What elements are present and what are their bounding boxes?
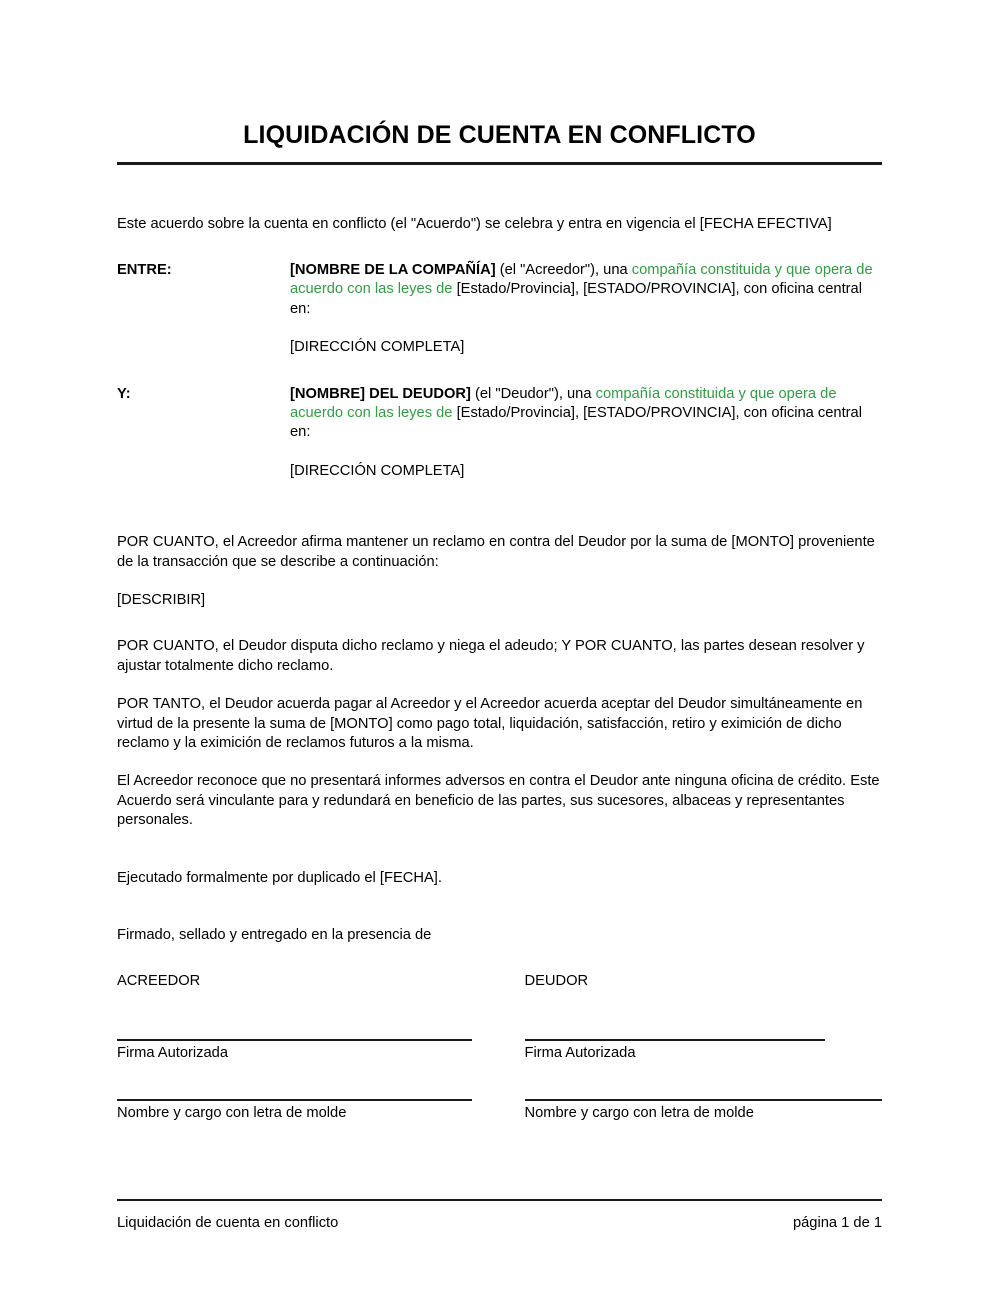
signature-heading-creditor: ACREEDOR [117,973,201,990]
footer-page-number: página 1 de 1 [792,1215,882,1231]
page-footer [117,1199,882,1233]
creditor-name-placeholder: [NOMBRE DE LA COMPAÑÍA] [290,261,496,278]
signature-caption-creditor: Firma Autorizada [117,1044,229,1061]
creditor-role-text: (el "Acreedor"), una [495,261,632,278]
spacer [525,992,883,1039]
debtor-address-placeholder: [DIRECCIÓN COMPLETA] [290,462,465,479]
spacer [117,945,882,972]
footer-document-name: Liquidación de cuenta en conflicto [117,1215,339,1231]
party-label-creditor: ENTRE: [117,261,172,278]
party-block-debtor [117,385,882,482]
spacer [117,358,882,385]
signature-caption-debtor: Firma Autorizada [524,1044,636,1061]
creditor-address-placeholder: [DIRECCIÓN COMPLETA] [290,339,465,356]
signature-heading-debtor: DEUDOR [524,973,589,990]
signature-block [117,972,882,1123]
spacer [117,610,882,637]
debtor-role-text: (el "Deudor"), una [470,385,596,402]
describe-placeholder: [DESCRIBIR] [117,591,206,608]
creditor-green-clause: compañía constituida y que opera de acuerdo con las leyes de [290,261,873,298]
printed-name-caption-creditor: Nombre y cargo con letra de molde [117,1105,347,1122]
recital-whereas-dispute: POR CUANTO, el Deudor disputa dicho reclamo y niega el adeudo; Y POR CUANTO, las partes desean resolver y ajustar totalmente dicho reclamo. [117,638,865,674]
debtor-name-placeholder: [NOMBRE] DEL DEUDOR] [290,385,471,402]
footer-row [117,1201,882,1233]
spacer [117,992,500,1039]
debtor-tail-text: [Estado/Provincia], [ESTADO/PROVINCIA], con oficina central en: [290,404,862,441]
debtor-green-clause: compañía constituida y que opera de acuerdo con las leyes de [290,385,837,421]
signature-column-debtor [500,972,883,1123]
recital-credit-report: El Acreedor reconoce que no presentará informes adversos en contra el Deudor ante ninguna oficina de crédito. Este Acuerdo será vinculante para y redundará en beneficio de las partes, sus sucesores, albaceas y representantes personales. [117,773,880,829]
spacer [525,1063,883,1099]
spacer [117,234,882,261]
recital-therefore: POR TANTO, el Deudor acuerda pagar al Acreedor y el Acreedor acuerda aceptar del Deudor simultáneamente en virtud de la presente la suma de [MONTO] como pago total, liquidación, satisfacción, retiro y eximición de dicho reclamo y la eximición de reclamos futuros a la misma. [117,696,863,751]
spacer [117,481,882,533]
party-block-creditor [117,261,882,358]
party-label-debtor: Y: [117,385,131,402]
spacer [117,1063,500,1099]
printed-name-caption-debtor: Nombre y cargo con letra de molde [524,1105,754,1122]
executed-line: Ejecutado formalmente por duplicado el [FECHA]. [117,869,442,886]
page-title: LIQUIDACIÓN DE CUENTA EN CONFLICTO [243,121,756,149]
recital-whereas-claim: POR CUANTO, el Acreedor afirma mantener un reclamo en contra del Deudor por la suma de [MONTO] proveniente de la transacción que se describe a continuación: [117,534,875,570]
document-content [117,0,882,1124]
signature-column-creditor [117,972,500,1123]
party-body-creditor [290,261,882,358]
spacer [117,753,882,772]
witness-line: Firmado, sellado y entregado en la presencia de [117,927,432,944]
spacer [117,165,882,215]
intro-paragraph: Este acuerdo sobre la cuenta en conflicto (el "Acuerdo") se celebra y entra en vigencia el [FECHA EFECTIVA] [117,215,832,232]
spacer [117,676,882,695]
spacer [117,888,882,926]
spacer [117,831,882,869]
party-body-debtor [290,385,882,482]
spacer [117,572,882,591]
creditor-tail-text: [Estado/Provincia], [ESTADO/PROVINCIA], con oficina central en: [290,281,862,317]
